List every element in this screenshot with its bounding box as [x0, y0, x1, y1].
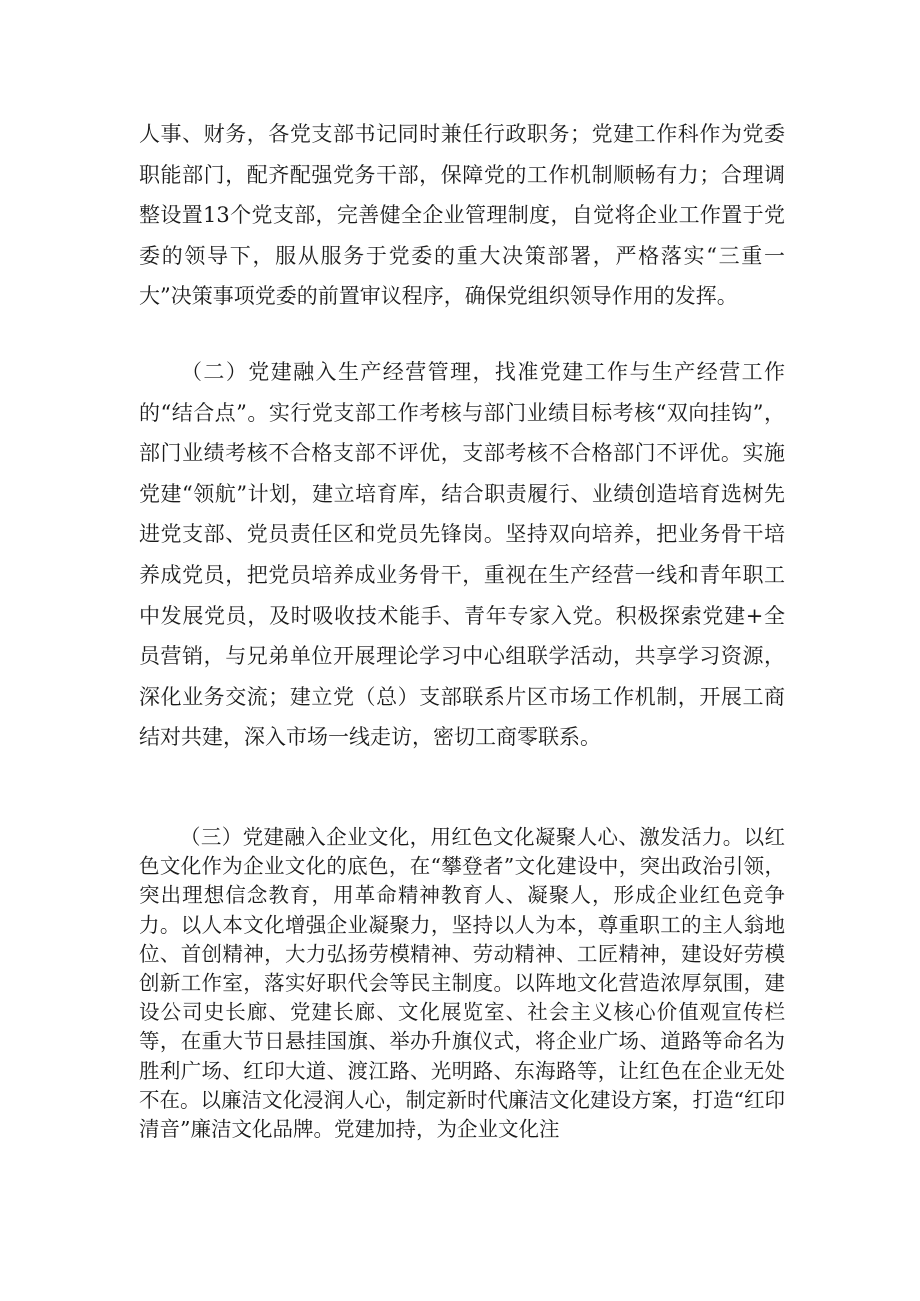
paragraph-section-three: [139, 823, 785, 1144]
paragraph-3-text: （三）党建融入企业文化，用红色文化凝聚人心、激发活力。以红色文化作为企业文化的底色，在“攀登者”文化建设中，突出政治引领，突出理想信念教育，用革命精神教育人、凝聚人，形成企业红色竞争力。以人本文化增强企业凝聚力，坚持以人为本，尊重职工的主人翁地位、首创精神，大力弘扬劳模精神、劳动精神、工匠精神，建设好劳模创新工作室，落实好职代会等民主制度。以阵地文化营造浓厚氛围，建设公司史长廊、党建长廊、文化展览室、社会主义核心价值观宣传栏等，在重大节日悬挂国旗、举办升旗仪式，将企业广场、道路等命名为胜利广场、红印大道、渡江路、光明路、东海路等，让红色在企业无处不在。以廉洁文化浸润人心，制定新时代廉洁文化建设方案，打造“红印清音”廉洁文化品牌。党建加持，为企业文化注: [139, 825, 785, 1142]
paragraph-2-text: （二）党建融入生产经营管理，找准党建工作与生产经营工作的“结合点”。实行党支部工作考核与部门业绩目标考核“双向挂钩”，部门业绩考核不合格支部不评优，支部考核不合格部门不评优。实施党建“领航”计划，建立培育库，结合职责履行、业绩创造培育选树先进党支部、党员责任区和党员先锋岗。坚持双向培养，把业务骨干培养成党员，把党员培养成业务骨干，重视在生产经营一线和青年职工中发展党员，及时吸收技术能手、青年专家入党。积极探索党建+全员营销，与兄弟单位开展理论学习中心组联学活动，共享学习资源，深化业务交流；建立党（总）支部联系片区市场工作机制，开展工商结对共建，深入市场一线走访，密切工商零联系。: [139, 360, 785, 750]
paragraph-1-text: 人事、财务，各党支部书记同时兼任行政职务；党建工作科作为党委职能部门，配齐配强党务干部，保障党的工作机制顺畅有力；合理调整设置13个党支部，完善健全企业管理制度，自觉将企业工作置于党委的领导下，服从服务于党委的重大决策部署，严格落实“三重一大”决策事项党委的前置审议程序，确保党组织领导作用的发挥。: [139, 122, 785, 309]
paragraph-continuation: [139, 114, 785, 317]
paragraph-section-two: [139, 352, 785, 758]
